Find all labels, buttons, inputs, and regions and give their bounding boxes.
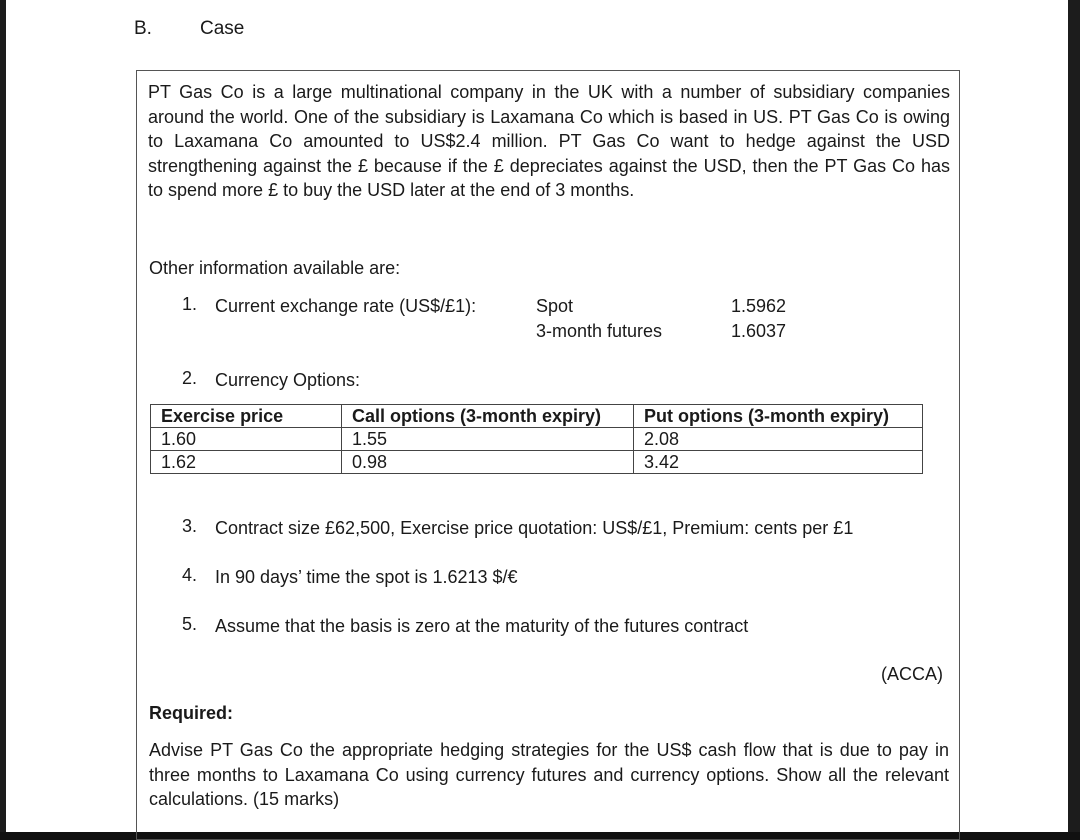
required-heading: Required: — [149, 703, 234, 723]
future-spot-item: In 90 days’ time the spot is 1.6213 $/€ — [215, 567, 518, 587]
case-intro-paragraph: PT Gas Co is a large multinational company in the UK with a number of subsidiary companies around the world. One of the subsidiary is Laxamana Co which is based in US. PT Gas Co is owing to Laxamana Co amounted to US$2.4 million. PT Gas Co want to hedge against the USD strengthening against the £ because if the £ depreciates against the USD, then the PT Gas Co has to spend more £ to buy the USD later at the end of 3 months. — [148, 82, 950, 200]
list-number-1: 1. — [182, 294, 198, 314]
required-question: Advise PT Gas Co the appropriate hedging strategies for the US$ cash flow that is due to pay in three months to Laxamana Co using currency futures and currency options. Show all the relevant calculations. (15 marks) — [149, 740, 949, 809]
section-label: B. — [134, 18, 152, 39]
list-number-3: 3. — [182, 516, 198, 536]
cell-call-premium: 1.55 — [342, 428, 634, 451]
page-left-edge — [0, 0, 6, 832]
header-put-options: Put options (3-month expiry) — [634, 405, 923, 428]
cell-put-premium: 3.42 — [634, 451, 923, 474]
list-number-5: 5. — [182, 614, 198, 634]
rate-names — [536, 294, 662, 343]
source-attribution: (ACCA) — [881, 664, 943, 684]
rate-name-futures: 3-month futures — [536, 320, 663, 341]
table-row — [151, 428, 923, 451]
currency-options-label: Currency Options: — [215, 370, 361, 390]
list-number-4: 4. — [182, 565, 198, 585]
list-number-2: 2. — [182, 368, 198, 388]
basis-assumption-item: Assume that the basis is zero at the maturity of the futures contract — [215, 616, 749, 636]
exchange-rate-label: Current exchange rate (US$/£1): — [215, 296, 477, 316]
cell-exercise-price: 1.62 — [151, 451, 342, 474]
cell-put-premium: 2.08 — [634, 428, 923, 451]
section-title: Case — [200, 18, 245, 39]
page-right-edge — [1068, 0, 1080, 832]
rate-values — [731, 294, 786, 343]
contract-size-item: Contract size £62,500, Exercise price quotation: US$/£1, Premium: cents per £1 — [215, 518, 854, 538]
currency-options-table — [150, 404, 923, 474]
table-header-row — [151, 405, 923, 428]
header-call-options: Call options (3-month expiry) — [342, 405, 634, 428]
cell-exercise-price: 1.60 — [151, 428, 342, 451]
rate-value-spot: 1.5962 — [731, 296, 787, 316]
cell-call-premium: 0.98 — [342, 451, 634, 474]
other-info-heading: Other information available are: — [149, 258, 401, 278]
table-row — [151, 451, 923, 474]
rate-value-futures: 1.6037 — [731, 320, 787, 341]
rate-name-spot: Spot — [536, 296, 574, 316]
header-exercise-price: Exercise price — [151, 405, 342, 428]
